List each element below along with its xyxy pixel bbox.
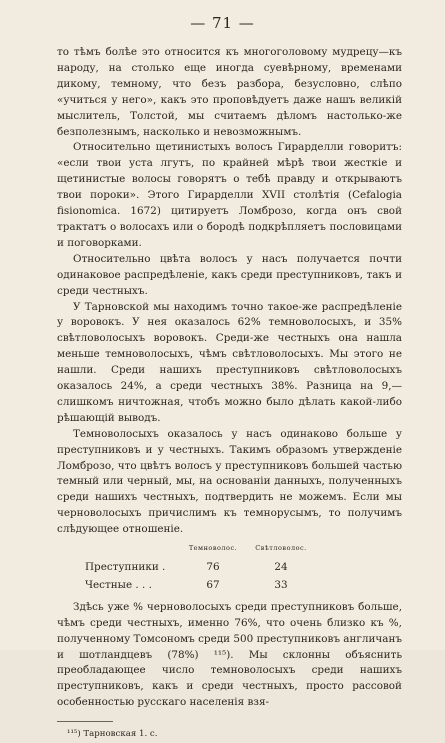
- row-label: Преступники .: [85, 561, 166, 573]
- table-header-row: [85, 541, 315, 559]
- paragraph: Темноволосыхъ оказалось у насъ одинаково больше у преступниковъ и у честныхъ. Такимъ образомъ утвержденіе Ломброзо, что цвѣтъ волосъ у преступниковъ большей частью темный или черный, мы, на основаніи данныхъ, полученныхъ среди нашихъ честныхъ, подтвердить не можемъ. Если мы черноволосыхъ причислимъ къ темнорусымъ, то получимъ слѣдующее отношеніе.: [57, 427, 402, 536]
- footnote: ¹¹⁵) Тарновская 1. с.: [67, 729, 158, 740]
- paragraph: У Тарновской мы находимъ точно такое-же распредѣленіе у воровокъ. У нея оказалось 62% темноволосыхъ, и 35% свѣтловолосыхъ воровокъ. Среди-же честныхъ она нашла меньше темноволосыхъ, чѣмъ свѣтловолосыхъ. Мы этого не нашли. Среди нашихъ преступниковъ свѣтловолосыхъ оказалось 24%, а среди честныхъ 38%. Разница на 9,—слишкомъ ничтожная, чтобъ можно было дѣлать какой-либо рѣшающій выводъ.: [57, 300, 402, 424]
- footnote-divider: [57, 721, 113, 722]
- hair-color-table: [85, 541, 315, 595]
- cell-light: 33: [274, 578, 288, 591]
- row-label: Честные . . .: [85, 578, 152, 591]
- cell-dark: 67: [206, 578, 220, 591]
- paragraph: Относительно щетинистыхъ волосъ Гирарделли говоритъ: «если твои уста лгутъ, по крайней мѣрѣ твои жесткіе и щетинистые волосы говорятъ о тебѣ правду и открываютъ твои пороки». Этого Гирарделли XVII столѣтія (Cefalogia fisionomica. 1672) цитируетъ Ломброзо, когда онъ свой трактатъ о волосахъ или о бородѣ подкрѣпляетъ пословицами и поговорками.: [57, 141, 402, 249]
- page-body: [57, 45, 402, 743]
- paragraph: то тѣмъ болѣе это относится къ многоголовому мудрецу—къ народу, на столько еще иногда суевѣрному, временами дикому, темному, что безъ разбора, безусловно, слѣпо «учиться у него», какъ это проповѣдуетъ даже нашъ великій мыслитель, Толстой, мы считаемъ дѣломъ настолько-же безполезнымъ, насколько и невозможнымъ.: [57, 46, 402, 138]
- cell-dark: 76: [206, 561, 220, 573]
- column-header: Темноволос.: [188, 544, 238, 553]
- cell-light: 24: [274, 561, 288, 573]
- column-header: Свѣтловолос.: [255, 544, 307, 553]
- paragraph: Относительно цвѣта волосъ у насъ получается почти одинаковое распредѣленіе, какъ среди преступниковъ, такъ и среди честныхъ.: [57, 252, 402, 297]
- page-number: — 71 —: [190, 14, 255, 32]
- table-row: [85, 559, 315, 577]
- paragraph: Здѣсь уже % черноволосыхъ среди преступниковъ больше, чѣмъ среди честныхъ, именно 76%, что очень близко къ %, полученному Томсономъ среди 500 преступниковъ англичанъ и шотландцевъ (78%) ¹¹⁵). Мы склонны объяснить преобладающее число темноволосыхъ среди нашихъ преступниковъ, какъ и среди честныхъ, просто рассовой особенностью русскаго населенія взя-: [57, 600, 402, 709]
- table-row: [85, 577, 315, 595]
